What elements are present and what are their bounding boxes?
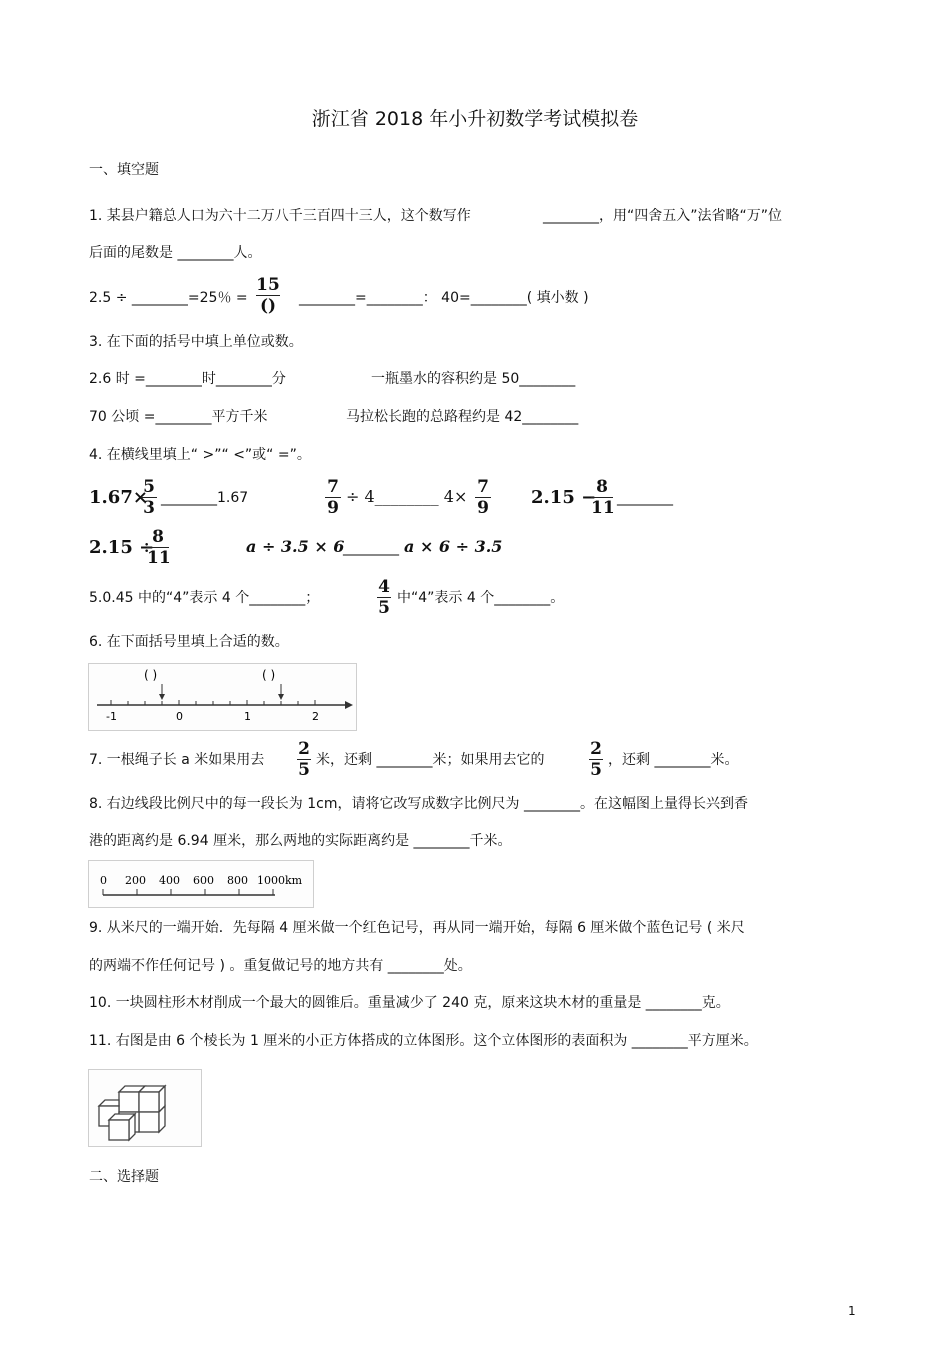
page-number: 1 — [848, 1304, 856, 1318]
scale-label: 800 — [227, 874, 248, 887]
q4-expr4-prefix: 2.15 ÷ — [89, 537, 155, 558]
question-5-part-b: 中“4”表示 4 个________。 — [397, 590, 565, 606]
scale-label: 0 — [100, 874, 107, 887]
tick-label: 0 — [176, 710, 183, 723]
question-7-part-c: ，还剩 ________米。 — [608, 752, 739, 768]
question-3-row1-left: 2.6 时 =________时________分 — [89, 371, 286, 387]
scale-label: 1000km — [257, 874, 303, 887]
cube-figure — [88, 1069, 202, 1147]
cube-face — [109, 1120, 129, 1140]
fraction-numerator: 7 — [477, 477, 489, 497]
question-4: 4. 在横线里填上“ >”“ <”或“ =”。 — [89, 447, 311, 463]
fraction-numerator: 7 — [327, 477, 339, 497]
question-8-line2: 港的距离约是 6.94 厘米，那么两地的实际距离约是 ________千米。 — [89, 833, 512, 849]
question-6: 6. 在下面括号里填上合适的数。 — [89, 634, 289, 650]
question-10: 10. 一块圆柱形木材削成一个最大的圆锥后。重量减少了 240 克，原来这块木材的重量是 ________克。 — [89, 995, 730, 1011]
scale-label: 400 — [159, 874, 180, 887]
fraction-denominator: 5 — [298, 760, 310, 780]
question-5-fraction — [377, 578, 391, 617]
question-9-line1: 9. 从米尺的一端开始．先每隔 4 厘米做一个红色记号，再从同一端开始，每隔 6 厘米做个蓝色记号 ( 米尺 — [89, 920, 745, 936]
question-7-fraction-a — [297, 740, 311, 779]
q4-expr3-prefix: 2.15 − — [531, 487, 597, 508]
arrow-down-icon — [159, 694, 165, 700]
arrow-down-icon — [278, 694, 284, 700]
fraction-numerator: 8 — [596, 477, 608, 497]
q4-expr3-blank: ________ — [617, 490, 673, 506]
question-8-line1: 8. 右边线段比例尺中的每一段长为 1cm，请将它改写成数字比例尺为 ________。在这幅图上量得长兴到香 — [89, 796, 748, 812]
cube-face — [119, 1092, 139, 1112]
q4-expr2-middle: ÷ 4________ 4× — [346, 487, 468, 506]
question-7-part-b: 米，还剩 ________米；如果用去它的 — [316, 752, 545, 768]
cube-face — [139, 1112, 159, 1132]
number-line-figure — [88, 663, 357, 731]
question-1-part-b: ________，用“四舍五入”法省略“万”位 — [543, 208, 783, 224]
answer-bracket: ( ) — [262, 668, 276, 682]
scale-bar-svg — [89, 861, 313, 907]
cube-face — [139, 1092, 159, 1112]
question-3-row2-right: 马拉松长跑的总路程约是 42________ — [346, 409, 579, 425]
cube-face — [99, 1100, 119, 1106]
scale-label: 200 — [125, 874, 146, 887]
question-2-part-a: 2.5 ÷ ________=25％ = — [89, 290, 248, 306]
q4-expr1-blank: ________1.67 — [161, 490, 249, 506]
question-7-part-a: 7. 一根绳子长 a 米如果用去 — [89, 752, 265, 768]
q4-expr1-fraction — [141, 478, 157, 517]
question-3-row2-left: 70 公顷 =________平方千米 — [89, 409, 268, 425]
fraction-numerator: 2 — [298, 739, 310, 759]
question-2-part-b: ________=________： 40=________( 填小数 ) — [299, 290, 589, 306]
question-2-fraction — [256, 276, 280, 315]
fraction-denominator: 5 — [590, 760, 602, 780]
fraction-numerator: 5 — [143, 477, 155, 497]
q4-expr1-prefix: 1.67× — [89, 487, 148, 508]
tick-label: -1 — [106, 710, 117, 723]
question-9-line2: 的两端不作任何记号 ) 。重复做记号的地方共有 ________处。 — [89, 958, 472, 974]
fraction-numerator: 2 — [590, 739, 602, 759]
number-line-svg — [89, 664, 356, 730]
fraction-numerator: 8 — [152, 527, 164, 547]
cube-svg — [89, 1070, 201, 1146]
q4-expr2-fraction-b — [475, 478, 491, 517]
fraction-numerator: 15 — [256, 275, 280, 295]
page-title: 浙江省 2018 年小升初数学考试模拟卷 — [311, 108, 639, 130]
fraction-denominator: 9 — [327, 498, 339, 518]
fraction-numerator: 4 — [378, 577, 390, 597]
scale-label: 600 — [193, 874, 214, 887]
q4-expr5-right: a × 6 ÷ 3.5 — [404, 537, 503, 556]
question-3: 3. 在下面的括号中填上单位或数。 — [89, 334, 303, 350]
section-heading-choice: 二、选择题 — [89, 1169, 159, 1185]
tick-label: 2 — [312, 710, 319, 723]
fraction-denominator: 9 — [477, 498, 489, 518]
q4-expr2-fraction-a — [325, 478, 341, 517]
section-heading-fill: 一、填空题 — [89, 162, 159, 178]
answer-bracket: ( ) — [144, 668, 158, 682]
q4-expr5-blank: ________ — [343, 540, 399, 556]
question-1-part-c: 后面的尾数是 ________人。 — [89, 245, 262, 261]
question-1-part-a: 1. 某县户籍总人口为六十二万八千三百四十三人，这个数写作 — [89, 208, 471, 224]
q4-expr3-fraction — [591, 478, 613, 517]
fraction-denominator: 5 — [378, 598, 390, 618]
tick-label: 1 — [244, 710, 251, 723]
arrow-icon — [345, 701, 353, 709]
question-7-fraction-b — [589, 740, 603, 779]
scale-bar-figure — [88, 860, 314, 908]
fraction-denominator: 3 — [143, 498, 155, 518]
q4-expr5-left: a ÷ 3.5 × 6 — [246, 537, 345, 556]
question-11: 11. 右图是由 6 个棱长为 1 厘米的小正方体搭成的立体图形。这个立体图形的表面积为 ________平方厘米。 — [89, 1033, 758, 1049]
question-5-part-a: 5.0.45 中的“4”表示 4 个________； — [89, 590, 320, 606]
fraction-denominator: () — [259, 296, 277, 316]
q4-expr4-fraction — [147, 528, 169, 567]
fraction-denominator: 11 — [591, 498, 615, 518]
question-3-row1-right: 一瓶墨水的容积约是 50________ — [371, 371, 576, 387]
fraction-denominator: 11 — [147, 548, 171, 568]
